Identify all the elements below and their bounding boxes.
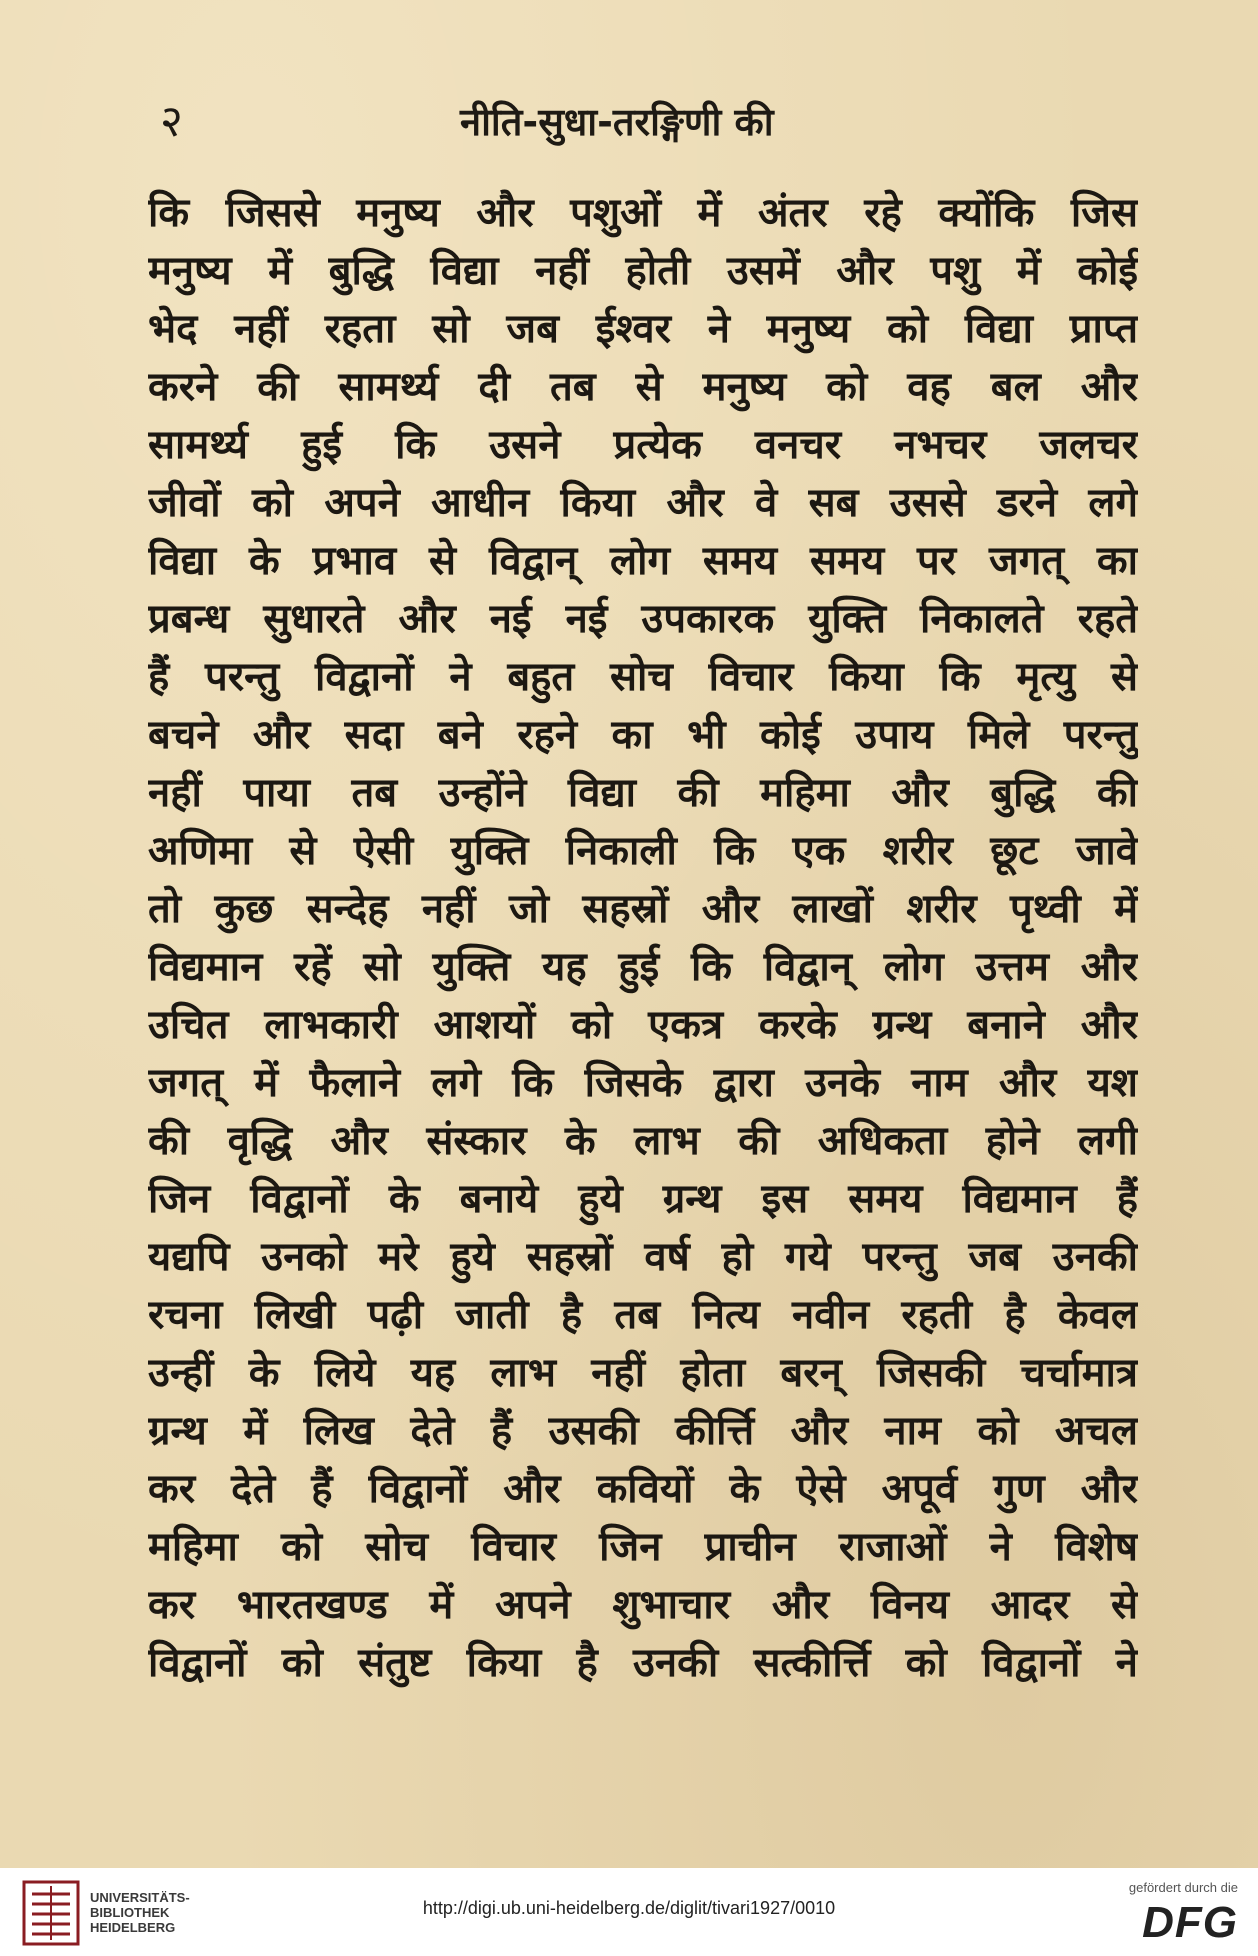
text-line: रचना लिखी पढ़ी जाती है तब नित्य नवीन रहती है केवल <box>148 1292 1138 1338</box>
library-name-line: UNIVERSITÄTS- <box>90 1890 190 1905</box>
text-line: हैं परन्तु विद्वानों ने बहुत सोच विचार किया कि मृत्यु से <box>148 654 1138 700</box>
text-line: कर भारतखण्ड में अपने शुभाचार और विनय आदर से <box>148 1582 1138 1628</box>
text-line: जिन विद्वानों के बनाये हुये ग्रन्थ इस समय विद्यमान हैं <box>148 1176 1138 1222</box>
text-line: विद्यमान रहें सो युक्ति यह हुई कि विद्वान् लोग उत्तम और <box>148 944 1138 990</box>
text-line: उन्हीं के लिये यह लाभ नहीं होता बरन् जिसकी चर्चामात्र <box>148 1350 1138 1396</box>
dfg-logo: DFG <box>1142 1898 1238 1947</box>
text-line: सामर्थ्य हुई कि उसने प्रत्येक वनचर नभचर जलचर <box>148 422 1138 468</box>
text-line: तो कुछ सन्देह नहीं जो सहस्रों और लाखों शरीर पृथ्वी में <box>148 886 1138 932</box>
permalink-url[interactable]: http://digi.ub.uni-heidelberg.de/diglit/tivari1927/0010 <box>422 1898 836 1918</box>
text-line: कर देते हैं विद्वानों और कवियों के ऐसे अपूर्व गुण और <box>148 1466 1138 1512</box>
text-line: बचने और सदा बने रहने का भी कोई उपाय मिले परन्तु <box>148 712 1138 758</box>
running-title: नीति-सुधा-तरङ्गिणी की <box>460 100 774 144</box>
text-line: ग्रन्थ में लिख देते हैं उसकी कीर्त्ति और नाम को अचल <box>148 1408 1138 1454</box>
page-number: २ <box>160 96 183 147</box>
viewer-footer <box>0 1868 1258 1956</box>
text-line: कि जिससे मनुष्य और पशुओं में अंतर रहे क्योंकि जिस <box>148 190 1138 236</box>
text-line: यद्यपि उनको मरे हुये सहस्रों वर्ष हो गये परन्तु जब उनकी <box>148 1234 1138 1280</box>
text-line: मनुष्य में बुद्धि विद्या नहीं होती उसमें और पशु में कोई <box>148 248 1138 294</box>
library-name-line: HEIDELBERG <box>90 1920 176 1935</box>
text-line: अणिमा से ऐसी युक्ति निकाली कि एक शरीर छूट जावे <box>148 828 1138 874</box>
text-line: महिमा को सोच विचार जिन प्राचीन राजाओं ने विशेष <box>148 1524 1138 1570</box>
library-name-line: BIBLIOTHEK <box>90 1905 170 1920</box>
funding-caption: gefördert durch die <box>1128 1880 1238 1895</box>
text-line: विद्या के प्रभाव से विद्वान् लोग समय समय पर जगत् का <box>148 538 1138 584</box>
text-line: नहीं पाया तब उन्होंने विद्या की महिमा और बुद्धि की <box>148 770 1138 816</box>
text-line: की वृद्धि और संस्कार के लाभ की अधिकता होने लगी <box>148 1118 1138 1164</box>
page-header <box>0 92 1258 152</box>
text-line: जगत् में फैलाने लगे कि जिसके द्वारा उनके नाम और यश <box>148 1060 1138 1106</box>
text-line: जीवों को अपने आधीन किया और वे सब उससे डरने लगे <box>148 480 1138 526</box>
funder-badge[interactable] <box>1098 1880 1238 1950</box>
text-line: प्रबन्ध सुधारते और नई नई उपकारक युक्ति निकालते रहते <box>148 596 1138 642</box>
text-line: करने की सामर्थ्य दी तब से मनुष्य को वह बल और <box>148 364 1138 410</box>
body-text <box>148 184 1138 1692</box>
text-line: उचित लाभकारी आशयों को एकत्र करके ग्रन्थ बनाने और <box>148 1002 1138 1048</box>
text-line: विद्वानों को संतुष्ट किया है उनकी सत्कीर्त्ति को विद्वानों ने <box>148 1640 1138 1686</box>
text-line: भेद नहीं रहता सो जब ईश्वर ने मनुष्य को विद्या प्राप्त <box>148 306 1138 352</box>
